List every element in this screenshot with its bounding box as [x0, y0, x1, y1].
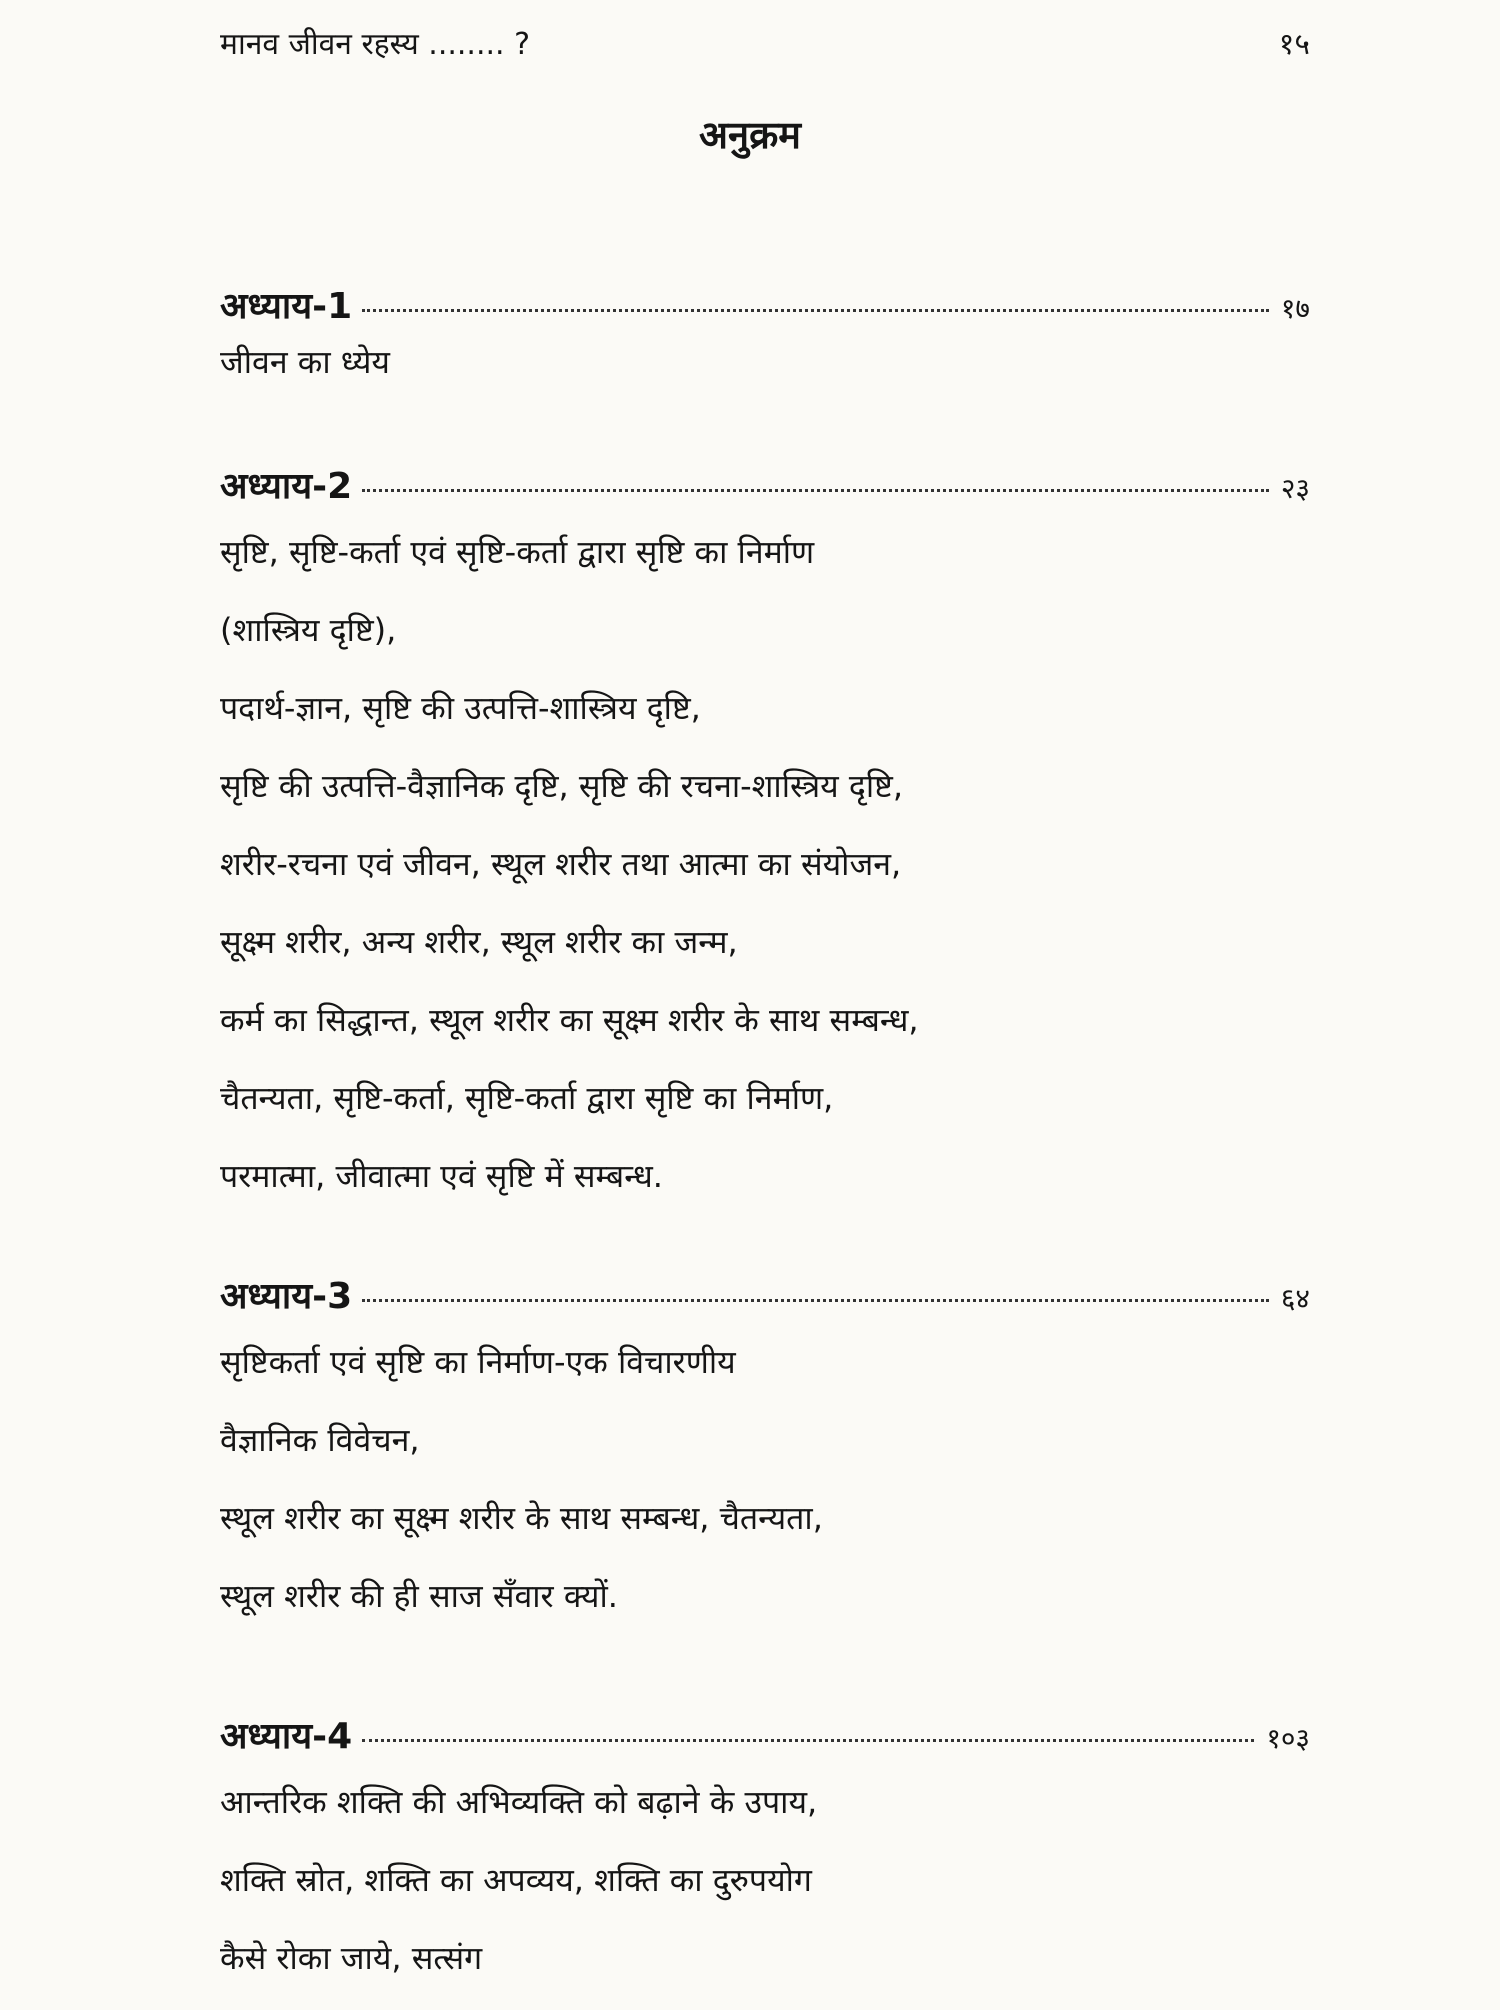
chapter-topics [220, 1763, 1310, 1997]
topic-line: आन्तरिक शक्ति की अभिव्यक्ति को बढ़ाने के उपाय, [220, 1783, 818, 1821]
chapter-page-number: ६४ [1280, 1282, 1310, 1315]
running-title: मानव जीवन रहस्य ........ ? [220, 27, 531, 62]
chapter-heading [220, 280, 1310, 329]
dot-leader [362, 1739, 1254, 1742]
toc-chapter-4 [220, 1710, 1310, 2010]
table-of-contents [220, 280, 1310, 2010]
topic-line: स्थूल शरीर का सूक्ष्म शरीर के साथ सम्बन्ध, चैतन्यता, [220, 1499, 823, 1537]
topic-line: चैतन्यता, सृष्टि-कर्ता, सृष्टि-कर्ता द्वारा सृष्टि का निर्माण, [220, 1079, 834, 1117]
chapter-page-number: १७ [1280, 292, 1310, 325]
running-header [220, 22, 1310, 63]
topic-line: पदार्थ-ज्ञान, सृष्टि की उत्पत्ति-शास्त्रिय दृष्टि, [220, 689, 701, 727]
chapter-topics [220, 1323, 1310, 1635]
chapter-page-number: १०३ [1266, 1722, 1310, 1755]
topic-line: सृष्टिकर्ता एवं सृष्टि का निर्माण-एक विचारणीय [220, 1343, 736, 1381]
chapter-title: अध्याय-3 [220, 1276, 353, 1317]
topic-line: वैज्ञानिक विवेचन, [220, 1421, 420, 1459]
topic-line: सूक्ष्म शरीर, अन्य शरीर, स्थूल शरीर का जन्म, [220, 923, 738, 961]
chapter-topics [220, 513, 1310, 1215]
chapter-title: अध्याय-4 [220, 1716, 353, 1757]
chapter-heading [220, 460, 1310, 509]
topic-line: सृष्टि, सृष्टि-कर्ता एवं सृष्टि-कर्ता द्वारा सृष्टि का निर्माण [220, 533, 815, 571]
dot-leader [362, 1299, 1269, 1302]
toc-chapter-1 [220, 280, 1310, 460]
topic-line: परमात्मा, जीवात्मा एवं सृष्टि में सम्बन्ध. [220, 1157, 663, 1195]
toc-chapter-3 [220, 1270, 1310, 1710]
chapter-heading [220, 1710, 1310, 1759]
topic-line: शरीर-रचना एवं जीवन, स्थूल शरीर तथा आत्मा का संयोजन, [220, 845, 902, 883]
topic-line: जीवन का ध्येय [220, 343, 390, 381]
toc-chapter-2 [220, 460, 1310, 1270]
dot-leader [362, 489, 1269, 492]
toc-title: अनुक्रम [698, 113, 802, 157]
chapter-title: अध्याय-1 [220, 286, 353, 327]
chapter-heading [220, 1270, 1310, 1319]
dot-leader [362, 309, 1269, 312]
topic-line: कैसे रोका जाये, सत्संग [220, 1939, 483, 1977]
topic-line: कर्म का सिद्धान्त, स्थूल शरीर का सूक्ष्म शरीर के साथ सम्बन्ध, [220, 1001, 919, 1039]
topic-line: (शास्त्रिय दृष्टि), [220, 611, 397, 649]
chapter-title: अध्याय-2 [220, 466, 353, 507]
chapter-page-number: २३ [1280, 472, 1310, 505]
page-number: १५ [1278, 27, 1310, 62]
topic-line: स्थूल शरीर की ही साज सँवार क्यों. [220, 1577, 618, 1615]
topic-line: शक्ति स्रोत, शक्ति का अपव्यय, शक्ति का दुरुपयोग [220, 1861, 812, 1899]
topic-line: सृष्टि की उत्पत्ति-वैज्ञानिक दृष्टि, सृष्टि की रचना-शास्त्रिय दृष्टि, [220, 767, 903, 805]
chapter-topics [220, 323, 1310, 401]
